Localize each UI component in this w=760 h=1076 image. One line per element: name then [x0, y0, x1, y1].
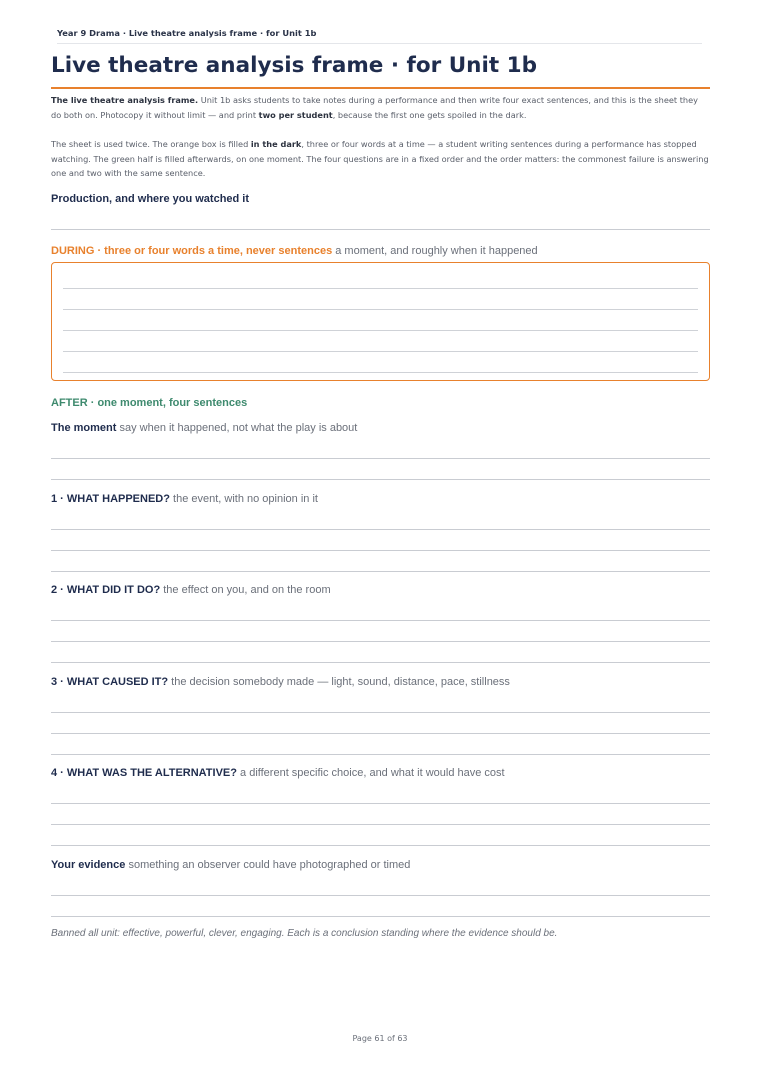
- answer-line[interactable]: [51, 895, 710, 896]
- answer-line[interactable]: [51, 458, 710, 459]
- answer-line[interactable]: [51, 662, 710, 663]
- evidence-label: Your evidence: [51, 859, 126, 871]
- intro-emphasis: two per student: [258, 109, 333, 120]
- notes-line[interactable]: [63, 330, 698, 331]
- notes-line[interactable]: [63, 351, 698, 352]
- intro-text: The sheet is used twice. The orange box is filled: [51, 139, 251, 149]
- question-4: [51, 766, 710, 780]
- question-3: [51, 675, 710, 689]
- notes-line[interactable]: [63, 372, 698, 373]
- answer-line[interactable]: [51, 803, 710, 804]
- moment-label: The moment: [51, 422, 117, 434]
- intro-paragraph-1: [51, 93, 710, 122]
- banned-words-note: Banned all unit: effective, powerful, clever, engaging. Each is a conclusion standing where the evidence should be.: [51, 928, 558, 939]
- during-notes-box[interactable]: [51, 262, 710, 381]
- intro-paragraph-2: [51, 137, 710, 181]
- answer-line[interactable]: [51, 479, 710, 480]
- question-hint: a different specific choice, and what it would have cost: [236, 767, 505, 779]
- question-label: 3 · WHAT CAUSED IT?: [51, 676, 169, 688]
- evidence-heading: [51, 858, 710, 872]
- intro-text: , three or four words at a time — a student writing sentences during a performance has stopped watching. The green half is filled afterwards, on one moment. The four questions are in a fixed order and the order matters: the commonest failure is answering one and two with the same sentence.: [51, 139, 709, 178]
- answer-line[interactable]: [51, 550, 710, 551]
- answer-line[interactable]: [51, 754, 710, 755]
- page-number: Page 61 of 63: [352, 1034, 408, 1043]
- moment-hint: say when it happened, not what the play is about: [116, 422, 358, 434]
- intro-text: , because the first one gets spoiled in the dark.: [332, 109, 527, 120]
- evidence-hint: something an observer could have photographed or timed: [125, 859, 411, 871]
- question-2: [51, 583, 710, 597]
- answer-line[interactable]: [51, 641, 710, 642]
- answer-line[interactable]: [51, 824, 710, 825]
- answer-line[interactable]: [51, 620, 710, 621]
- question-1: [51, 492, 710, 506]
- answer-line[interactable]: [51, 733, 710, 734]
- after-label: AFTER · one moment, four sentences: [51, 397, 248, 409]
- answer-line[interactable]: [51, 529, 710, 530]
- production-label: Production, and where you watched it: [51, 193, 250, 205]
- moment-heading: [51, 421, 710, 435]
- question-label: 2 · WHAT DID IT DO?: [51, 584, 161, 596]
- during-label: DURING · three or four words a time, never sentences: [51, 245, 333, 257]
- running-head: Year 9 Drama · Live theatre analysis frame · for Unit 1b: [57, 28, 702, 44]
- during-hint: a moment, and roughly when it happened: [332, 245, 538, 257]
- intro-text: Unit 1b asks students to take notes during a performance and then write four exact sentences, and this is the sheet they do both on. Photocopy it without limit — and print: [51, 95, 698, 120]
- answer-line[interactable]: [51, 712, 710, 713]
- question-hint: the event, with no opinion in it: [169, 493, 318, 505]
- answer-line[interactable]: [51, 571, 710, 572]
- question-hint: the decision somebody made — light, sound, distance, pace, stillness: [168, 676, 510, 688]
- answer-line[interactable]: [51, 845, 710, 846]
- intro-emphasis: in the dark: [250, 139, 302, 149]
- production-answer-line[interactable]: [51, 229, 710, 230]
- page-title: Live theatre analysis frame · for Unit 1b: [51, 52, 710, 89]
- notes-line[interactable]: [63, 309, 698, 310]
- question-label: 1 · WHAT HAPPENED?: [51, 493, 170, 505]
- answer-line[interactable]: [51, 916, 710, 917]
- intro-lead: The live theatre analysis frame.: [51, 95, 199, 105]
- during-heading: [51, 244, 710, 258]
- notes-line[interactable]: [63, 288, 698, 289]
- question-hint: the effect on you, and on the room: [160, 584, 331, 596]
- question-label: 4 · WHAT WAS THE ALTERNATIVE?: [51, 767, 237, 779]
